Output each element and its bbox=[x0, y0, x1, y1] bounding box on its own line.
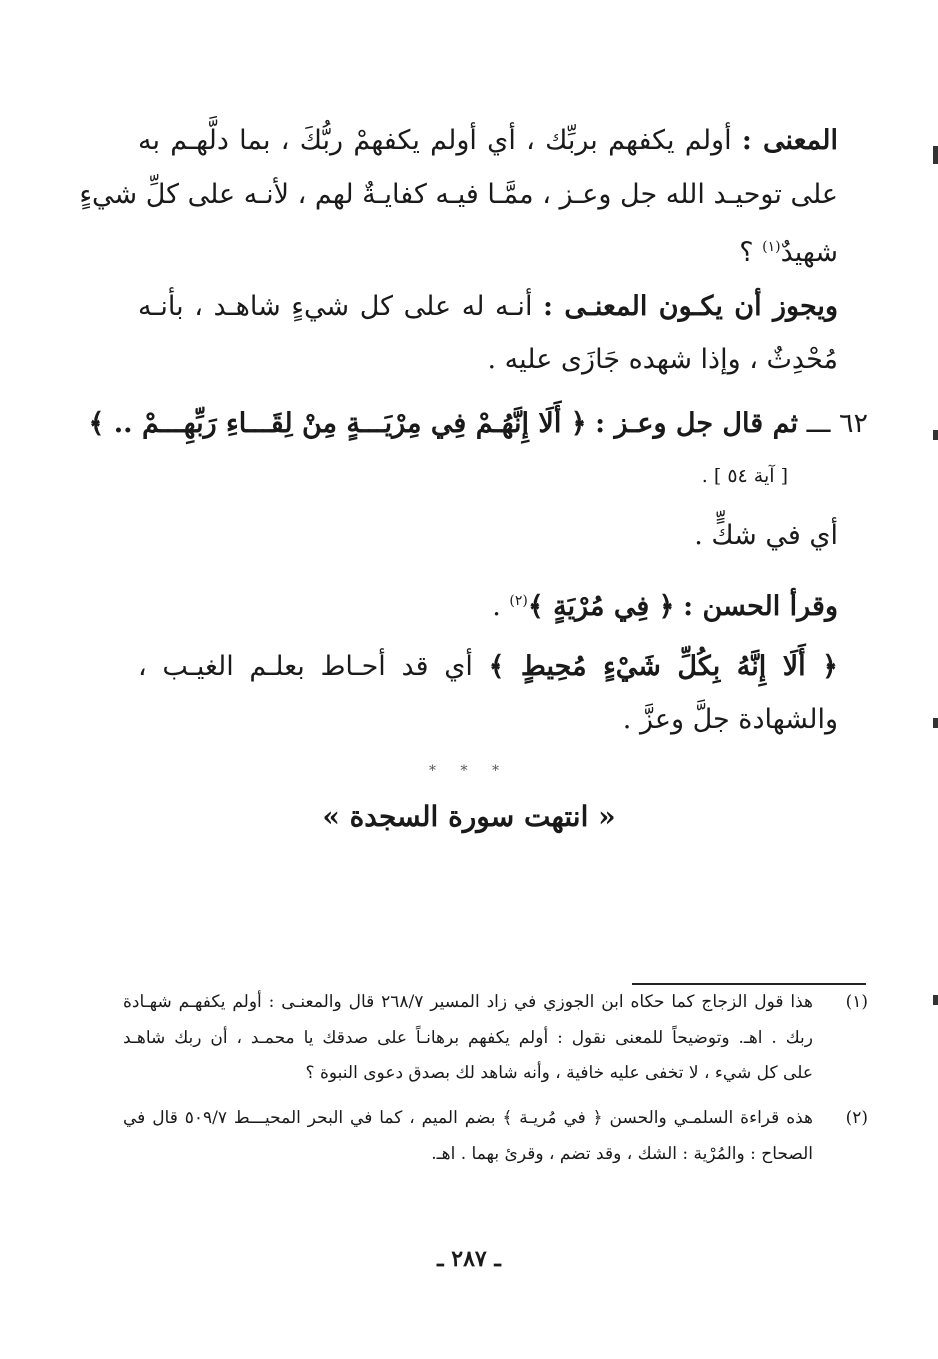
reading-line bbox=[138, 584, 838, 624]
page-number: ـ ٢٨٧ ـ bbox=[437, 1246, 501, 1272]
footnote-2-line1: هذه قراءة السلمـي والحسن ﴿ في مُريـة ﴾ بضم الميم ، كما في البحر المحيـــط ٥٠٩/٧ قال في bbox=[123, 1108, 813, 1128]
footnote-2-number: (٢) bbox=[845, 1108, 868, 1128]
footnote-1-line3: على كل شيء ، لا تخفى عليه خافية ، وأنه شاهد لك بصدق دعوى النبوة ؟ bbox=[305, 1063, 813, 1083]
margin-mark bbox=[933, 995, 938, 1005]
verse2-line2: والشهادة جلَّ وعزَّ . bbox=[622, 704, 838, 735]
margin-mark bbox=[933, 430, 938, 440]
reading-text: ﴿ فِي مُرْيَةٍ ﴾ bbox=[527, 591, 675, 622]
footnote-2-line2: الصحاح : والمُرْية : الشك ، وقد تضم ، وقرئ بهما . اهـ. bbox=[431, 1144, 813, 1164]
paragraph1-line1 bbox=[138, 124, 838, 158]
verse-62-heading bbox=[88, 407, 868, 441]
explanation-meaning: أي في شكٍّ . bbox=[694, 520, 838, 551]
footnote-1-line2: ربك . اهـ. وتوضيحاً للمعنى نقول : أولم يكفهم برهانـاً على صدقك يا محمـد ، أن ربك شاهـد bbox=[123, 1028, 813, 1048]
verse-text: ﴿ أَلَا إِنَّهُـمْ فِي مِرْيَـــةٍ مِنْ لِقَـــاءِ رَبِّهِـــمْ .. ﴾ bbox=[88, 408, 587, 439]
footnote-ref-1[interactable]: (١) bbox=[762, 239, 781, 255]
margin-mark bbox=[933, 718, 938, 728]
meaning-label: المعنى : bbox=[741, 125, 838, 156]
verse2-commentary: أي قد أحـاط بعلـم الغيـب ، bbox=[138, 651, 473, 682]
paragraph1-line3-end: ؟ bbox=[739, 237, 754, 268]
reading-end: . bbox=[492, 591, 501, 622]
reading-label: وقرأ الحسن : bbox=[683, 591, 838, 622]
section-separator: * * * bbox=[429, 763, 509, 779]
margin-mark bbox=[933, 146, 938, 164]
paragraph2-line1 bbox=[138, 290, 838, 324]
footnote-divider bbox=[632, 983, 866, 985]
surah-end-title: « انتهت سورة السجدة » bbox=[322, 800, 616, 833]
footnote-1-line1: هذا قول الزجاج كما حكاه ابن الجوزي في زاد المسير ٢٦٨/٧ قال والمعنـى : أولم يكفهـم شهـادة bbox=[123, 992, 813, 1012]
verse-reference: [ آية ٥٤ ] . bbox=[701, 465, 788, 487]
verse2-text: ﴿ أَلَا إِنَّهُ بِكُلِّ شَيْءٍ مُحِيطٍ ﴾ bbox=[488, 651, 838, 682]
paragraph1-line1-text: أولم يكفهم بربِّك ، أي أولم يكفهمْ ربُّكَ ، بما دلَّهـم به bbox=[138, 125, 732, 156]
paragraph1-line2: على توحيـد الله جل وعـز ، ممَّـا فيـه كفايـةٌ لهم ، لأنـه على كلِّ شيءٍ bbox=[79, 179, 838, 210]
paragraph2-line2: مُحْدِثٌ ، وإذا شهده جَازَى عليه . bbox=[487, 344, 838, 375]
verse2-line1 bbox=[138, 650, 838, 684]
paragraph1-line3-text: شهيدٌ bbox=[780, 237, 838, 268]
footnote-1-number: (١) bbox=[845, 992, 868, 1012]
paragraph2-line1-text: أنـه له على كل شيءٍ شاهـد ، بأنـه bbox=[138, 291, 533, 322]
footnote-ref-2[interactable]: (٢) bbox=[509, 593, 528, 609]
paragraph1-line3 bbox=[138, 230, 838, 270]
verse-intro: ثم قال جل وعـز : bbox=[595, 408, 799, 439]
alternative-meaning-label: ويجوز أن يكـون المعنـى : bbox=[543, 291, 838, 322]
verse-number: ٦٢ ـــ bbox=[806, 408, 868, 439]
